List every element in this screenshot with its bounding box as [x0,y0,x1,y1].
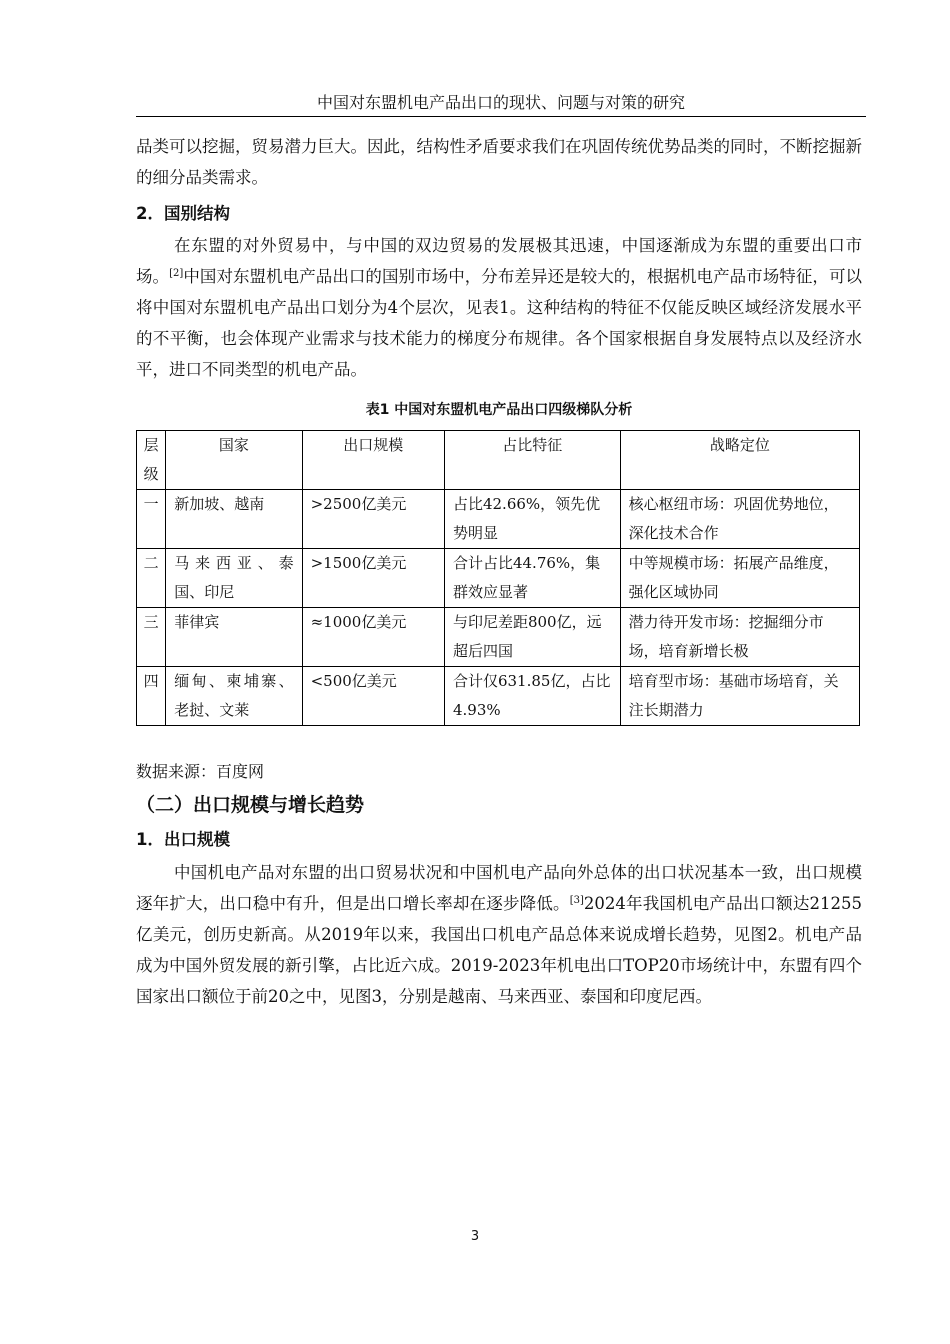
citation-ref[interactable]: [2] [169,268,184,279]
cell-share: 与印尼差距800亿，远超后四国 [444,608,620,667]
paragraph-text: 在东盟的对外贸易中，与中国的双边贸易的发展极其迅速，中国逐渐成为东盟的重要出口市场。 [136,236,862,286]
cell-share: 合计占比44.76%，集群效应显著 [444,549,620,608]
paragraph-text: 中国对东盟机电产品出口的国别市场中，分布差异还是较大的，根据机电产品市场特征，可以将中国对东盟机电产品出口划分为4个层次，见表1。这种结构的特征不仅能反映区域经济发展水平的不平衡，也会体现产业需求与技术能力的梯度分布规律。各个国家根据自身发展特点以及经济水平，进口不同类型的机电产品。 [136,267,863,379]
cell-tier: 一 [137,490,166,549]
cell-share: 占比42.66%，领先优势明显 [444,490,620,549]
cell-position: 中等规模市场：拓展产品维度，强化区域协同 [620,549,859,608]
header-cell-scale: 出口规模 [302,431,444,490]
cell-country: 菲律宾 [166,608,302,667]
paragraph-export-scale [136,857,862,1012]
header-cell-share: 占比特征 [444,431,620,490]
table-source-note: 数据来源：百度网 [136,762,265,781]
citation-ref[interactable]: [3] [569,895,584,906]
table-row [137,608,860,667]
cell-country: 新加坡、越南 [166,490,302,549]
cell-position: 核心枢纽市场：巩固优势地位，深化技术合作 [620,490,859,549]
header-cell-country: 国家 [166,431,302,490]
cell-share: 合计仅631.85亿，占比4.93% [444,667,620,726]
cell-country: 缅甸、柬埔寨、老挝、文莱 [166,667,302,726]
cell-scale: >1500亿美元 [302,549,444,608]
cell-country: 马来西亚、泰国、印尼 [166,549,302,608]
cell-scale: >2500亿美元 [302,490,444,549]
table-header-row [137,431,860,490]
paragraph-country-structure [136,230,862,385]
cell-tier: 三 [137,608,166,667]
table-row [137,667,860,726]
header-cell-position: 战略定位 [620,431,859,490]
paragraph-text: 2024年我国机电产品出口额达21255亿美元，创历史新高。从2019年以来，我国出口机电产品总体来说成增长趋势，见图2。机电产品成为中国外贸发展的新引擎，占比近六成。2019-2023年机电出口TOP20市场统计中，东盟有四个国家出口额位于前20之中，见图3，分别是越南、马来西亚、泰国和印度尼西。 [136,894,863,1006]
section-heading-export-scale: 1．出口规模 [136,830,230,849]
cell-position: 潜力待开发市场：挖掘细分市场，培育新增长极 [620,608,859,667]
cell-tier: 二 [137,549,166,608]
table-row [137,490,860,549]
cell-scale: ≈1000亿美元 [302,608,444,667]
cell-position: 培育型市场：基础市场培育，关注长期潜力 [620,667,859,726]
cell-scale: <500亿美元 [302,667,444,726]
section-heading-country-structure: 2．国别结构 [136,204,230,223]
table-row [137,549,860,608]
running-header: 中国对东盟机电产品出口的现状、问题与对策的研究 [136,90,866,117]
paragraph-text: 中国机电产品对东盟的出口贸易状况和中国机电产品向外总体的出口状况基本一致，出口规模逐年扩大，出口稳中有升，但是出口增长率却在逐步降低。 [136,863,862,913]
section-heading-export-scale-trend: （二）出口规模与增长趋势 [136,794,365,816]
paragraph-continued: 品类可以挖掘，贸易潜力巨大。因此，结构性矛盾要求我们在巩固传统优势品类的同时，不断挖掘新的细分品类需求。 [136,137,862,187]
header-cell-tier: 层级 [137,431,166,490]
table-caption: 表1 中国对东盟机电产品出口四级梯队分析 [365,402,633,418]
export-tier-table [136,430,860,726]
page-number: 3 [470,1229,480,1244]
cell-tier: 四 [137,667,166,726]
